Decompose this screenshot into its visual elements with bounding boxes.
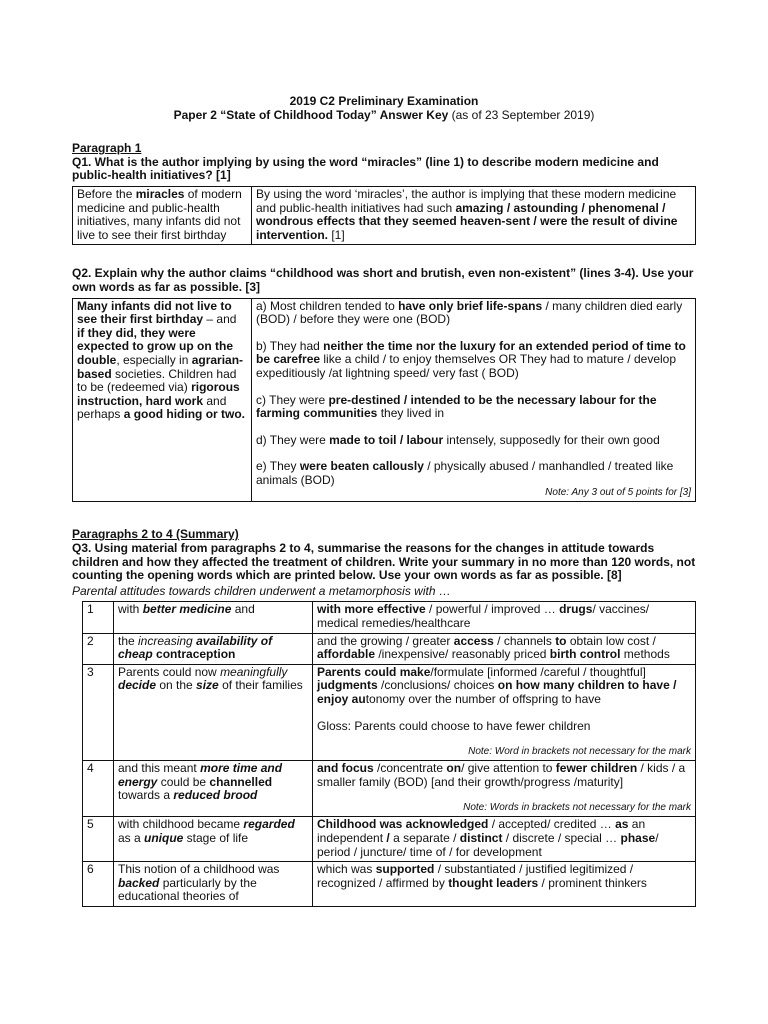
table-row: 1 with better medicine and with more effective / powerful / improved … drugs/ vaccines/ medical remedies/healthcare [83,602,696,633]
subtitle-bold: Paper 2 “State of Childhood Today” Answer Key [173,107,449,122]
q1-answer: By using the word ‘miracles’, the author is implying that these modern medicine and public-health initiatives had such amazing / astounding / phenomenal / wondrous effects that they seemed heaven-sent / were the result of divine intervention. [1] [252,186,696,244]
q2-note: Note: Any 3 out of 5 points for [3] [545,487,691,499]
exam-subtitle [72,109,696,123]
q2-table [72,298,696,503]
q2-point-e: e) They were beaten callously / physically abused / manhandled / treated like animals (BOD) [256,459,674,487]
subtitle-date: (as of 23 September 2019) [451,107,595,122]
summary-intro: Parental attitudes towards children underwent a metamorphosis with … [72,583,451,598]
q1-source-text: Before the miracles of modern medicine and public-health initiatives, many infants did not live to see their first birthday [73,186,252,244]
table-row [73,298,696,502]
table-row: 6 This notion of a childhood was backed particularly by the educational theories of which was supported / substantiated / justified legitimized / recognized / affirmed by thought leaders / prominent thinkers [83,862,696,907]
q2-point-a: a) Most children tended to have only brief life-spans / many children died early (BOD) / before they were one (BOD) [256,298,683,327]
question-1: Q1. What is the author implying by using the word “miracles” (line 1) to describe modern medicine and public-health initiatives? [1] [72,154,659,183]
table-row [73,186,696,244]
question-2: Q2. Explain why the author claims “childhood was short and brutish, even non-existent” (lines 3-4). Use your own words as far as possible. [3] [72,266,694,294]
exam-title: 2019 C2 Preliminary Examination [289,94,479,108]
question-3: Q3. Using material from paragraphs 2 to 4, summarise the reasons for the changes in attitude towards children and how they affected the treatment of children. Write your summary in no more than 120 words, not counting the opening words which are printed below. Use your own words as far as possible. [8] [72,541,696,583]
answer-key-page [72,95,696,907]
table-row: 4 and this meant more time and energy could be channelled towards a reduced brood and focus /concentrate on/ give attention to fewer children / kids / a smaller family (BOD) [and their growth/progress /maturity] Note: Words in brackets not necessary for the mark [83,761,696,817]
q3-table [82,601,696,907]
q2-point-b: b) They had neither the time nor the luxury for an extended period of time to be carefree like a child / to enjoy themselves OR They had to mature / develop expeditiously /at lightning speed/ very fast ( BOD) [256,338,686,380]
q2-point-c: c) They were pre-destined / intended to be the necessary labour for the farming communities they lived in [256,392,657,421]
q2-source-text: Many infants did not live to see their first birthday – and if they did, they were expected to grow up on the double, especially in agrarian-based societies. Children had to be (redeemed via) rigorous instruction, hard work and perhaps a good hiding or two. [73,298,252,502]
section-paragraphs-2-4: Paragraphs 2 to 4 (Summary) [72,527,239,542]
q2-answer [252,298,696,502]
gloss: Gloss: Parents could choose to have fewer children [317,718,591,733]
section-paragraph-1: Paragraph 1 [72,141,142,156]
table-row: 2 the increasing availability of cheap contraception and the growing / greater access / channels to obtain low cost / affordable /inexpensive/ reasonably priced birth control methods [83,633,696,664]
q2-point-d: d) They were made to toil / labour intensely, supposedly for their own good [256,432,660,447]
table-row: 5 with childhood became regarded as a unique stage of life Childhood was acknowledged / accepted/ credited … as an independent / a separate / distinct / discrete / special … phase/ period / juncture/ time of / for development [83,817,696,862]
table-row: 3 Parents could now meaningfully decide on the size of their families Parents could make/formulate [informed /careful / thoughtful] judgments /conclusions/ choices on how many children to have / enjoy autonomy over the number of offspring to have Gloss: Parents could choose to have fewer children Note: Word in brackets not necessary for the mark [83,664,696,760]
q1-table [72,186,696,245]
